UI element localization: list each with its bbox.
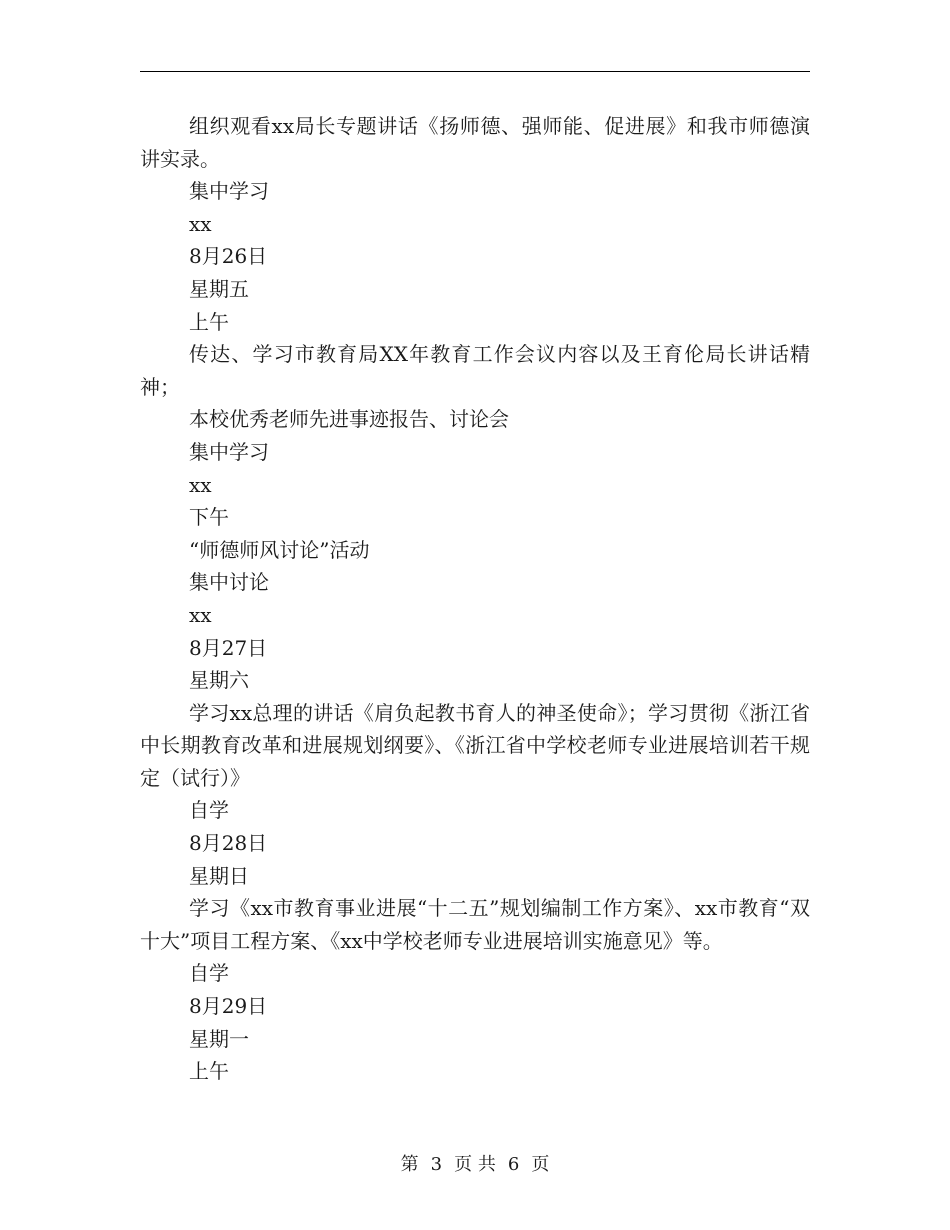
- paragraph: 本校优秀老师先进事迹报告、讨论会: [189, 407, 509, 432]
- header-rule: [140, 71, 810, 72]
- paragraph: “师德师风讨论”活动: [189, 537, 370, 562]
- paragraph: 集中讨论: [189, 570, 269, 595]
- footer-total-pages: 6: [507, 1154, 520, 1175]
- paragraph: 星期五: [189, 276, 249, 301]
- paragraph: 星期日: [189, 863, 249, 888]
- paragraph: 8月27日: [189, 635, 268, 660]
- paragraph: 8月28日: [189, 831, 268, 856]
- page-footer: [0, 1152, 950, 1178]
- paragraph: 自学: [189, 961, 229, 986]
- paragraph: 上午: [189, 1059, 229, 1084]
- paragraph: xx: [189, 602, 212, 627]
- footer-page-number: 3: [430, 1154, 443, 1175]
- paragraph: 集中学习: [189, 179, 269, 204]
- paragraph: 传达、学习市教育局XX年教育工作会议内容以及王育伦局长讲话精神；: [140, 342, 810, 399]
- paragraph: 8月29日: [189, 994, 268, 1019]
- paragraph: 下午: [189, 505, 229, 530]
- paragraph: 上午: [189, 309, 229, 334]
- paragraph: 组织观看xx局长专题讲话《扬师德、强师能、促进展》和我市师德演讲实录。: [140, 114, 810, 171]
- document-body: [140, 110, 810, 1088]
- footer-prefix: 第: [400, 1154, 419, 1175]
- paragraph: 集中学习: [189, 439, 269, 464]
- paragraph: 星期一: [189, 1026, 249, 1051]
- paragraph: 星期六: [189, 668, 249, 693]
- footer-mid: 页 共: [454, 1154, 496, 1175]
- paragraph: 学习xx总理的讲话《肩负起教书育人的神圣使命》；学习贯彻《浙江省中长期教育改革和进展规划纲要》、《浙江省中学校老师专业进展培训若干规定（试行）》: [140, 700, 810, 790]
- paragraph: 自学: [189, 798, 229, 823]
- paragraph: xx: [189, 211, 212, 236]
- footer-suffix: 页: [531, 1154, 550, 1175]
- paragraph: xx: [189, 472, 212, 497]
- paragraph: 学习《xx市教育事业进展“十二五”规划编制工作方案》、xx市教育“双十大”项目工程方案、《xx中学校老师专业进展培训实施意见》等。: [140, 896, 810, 953]
- paragraph: 8月26日: [189, 244, 268, 269]
